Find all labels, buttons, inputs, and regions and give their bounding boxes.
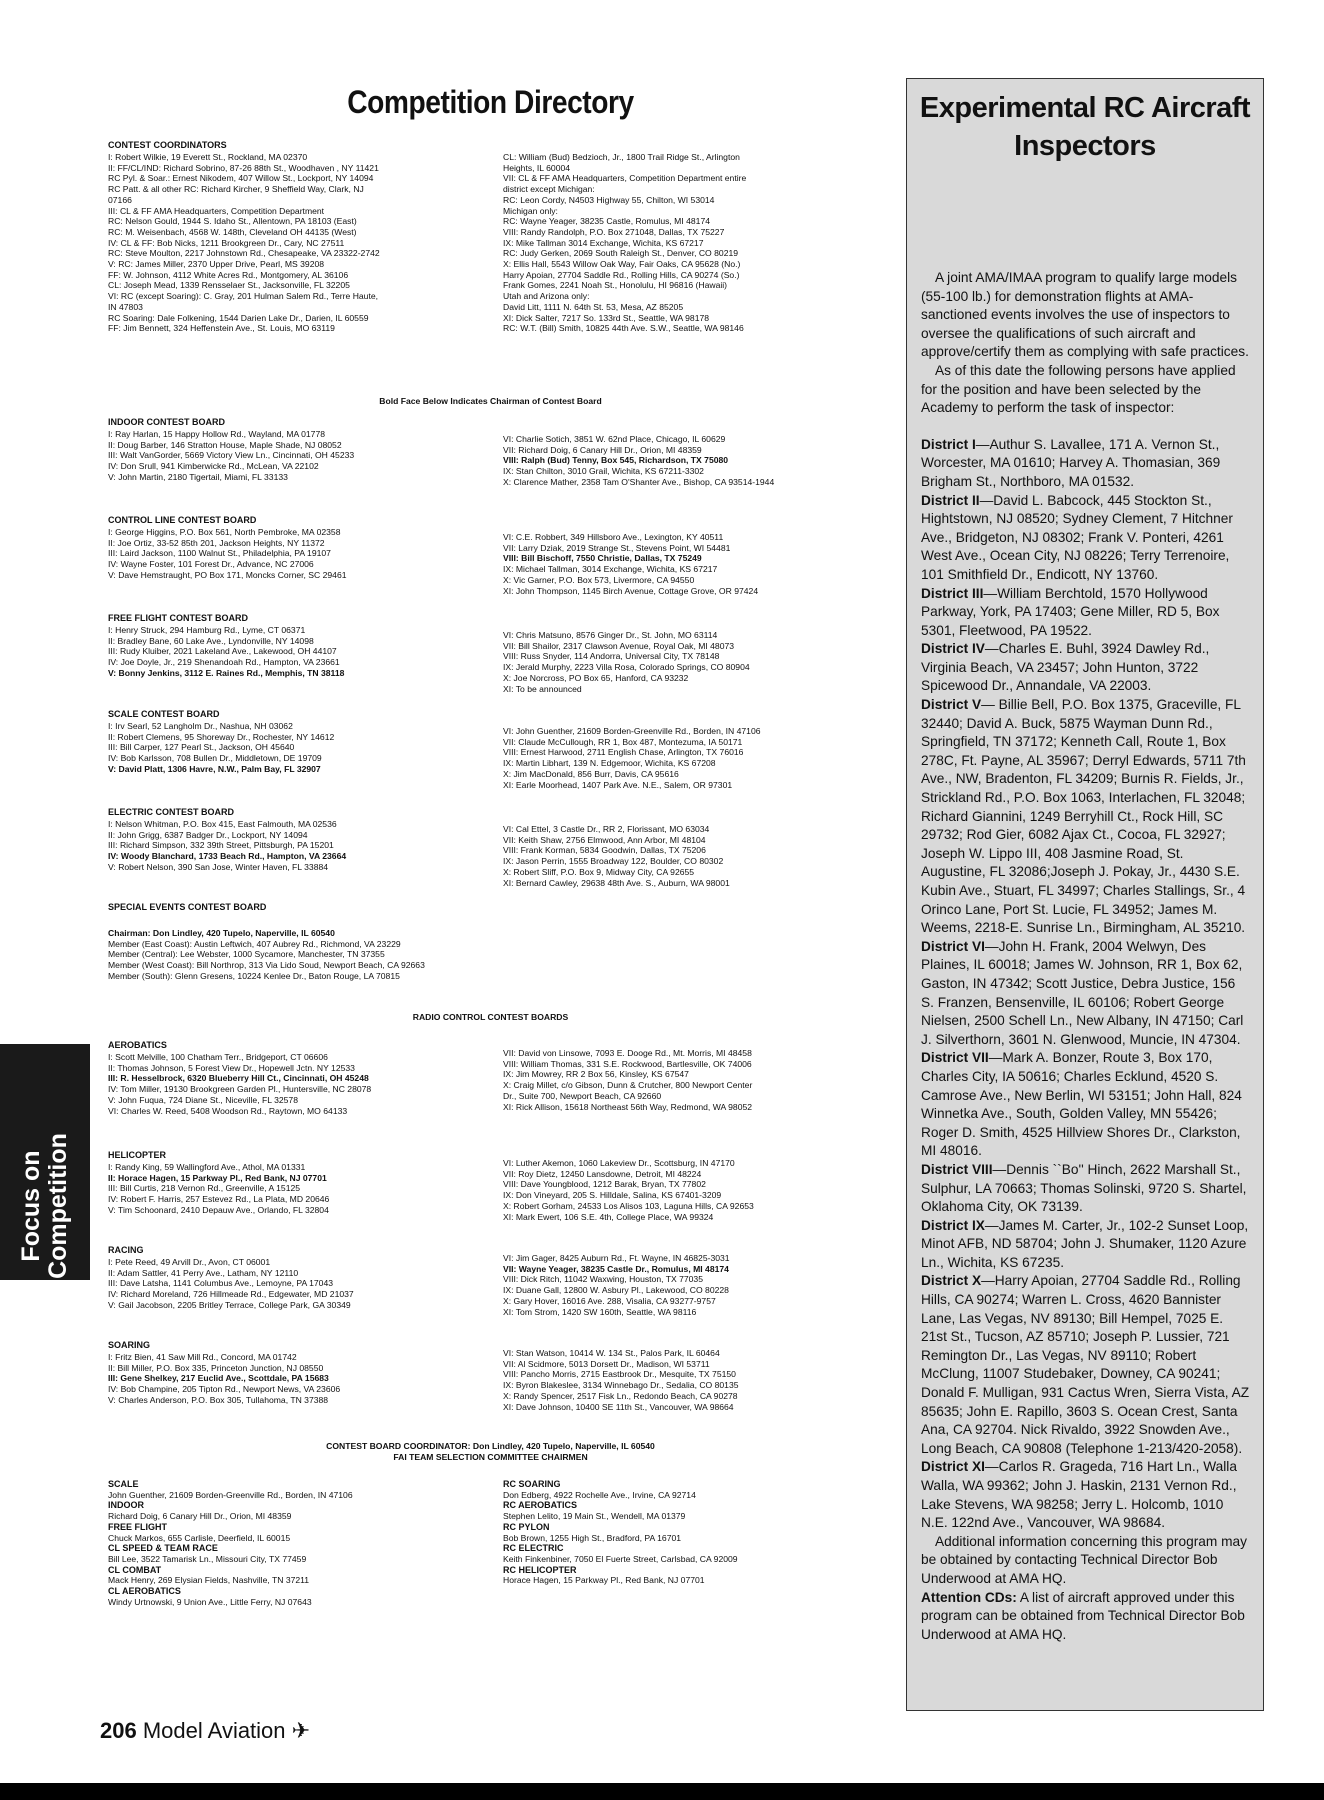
- section-heading: RACING: [108, 1245, 144, 1255]
- listing-line: VI: RC (except Soaring): C. Gray, 201 Hulman Salem Rd., Terre Haute,: [108, 291, 379, 302]
- section-heading: SOARING: [108, 1340, 151, 1350]
- attention-label: Attention CDs:: [921, 1589, 1017, 1605]
- fai-category: CL SPEED & TEAM RACE: [108, 1543, 218, 1554]
- fai-chairman: Mack Henry, 269 Elysian Fields, Nashville, TN 37211: [108, 1575, 310, 1586]
- listing-line: IV: Bob Champine, 205 Tipton Rd., Newport News, VA 23606: [108, 1384, 341, 1395]
- district-inspectors: —Harry Apoian, 27704 Saddle Rd., Rolling Hills, CA 90274; Warren L. Cross, 4620 Bannister Lane, Las Vegas, NV 89130; Bill Hempel, 7025 E. 21st St., Tucson, AZ 85710; Joseph P. Lussier, 721 Remington Dr., Las Vegas, NV 89110; Robert McClung, 11007 Studebaker, Downey, CA 90241; Donald F. Mulligan, 931 Cactus Wren, Sierra Vista, AZ 85635; John E. Rapillo, 3603 S. Ocean Crest, Santa Ana, CA 92704. Nick Rivaldo, 3922 Snowden Ave., Long Beach, CA 90808 (Telephone 1-213/420-2058).: [921, 1273, 1250, 1456]
- page-title: Competition Directory: [347, 84, 634, 120]
- page-number: 206: [100, 1718, 137, 1743]
- section-tab-label: [18, 1088, 72, 1324]
- listing-line: XI: Mark Ewert, 106 S.E. 4th, College Place, WA 99324: [503, 1211, 714, 1222]
- district-label: District IX: [921, 1217, 985, 1233]
- section-heading: INDOOR CONTEST BOARD: [108, 417, 225, 427]
- fai-category: RC SOARING: [503, 1479, 561, 1489]
- centered-heading: Bold Face Below Indicates Chairman of Contest Board: [379, 396, 602, 406]
- listing-line: V: Bonny Jenkins, 3112 E. Raines Rd., Memphis, TN 38118: [108, 667, 345, 678]
- listing-line: V: David Platt, 1306 Havre, N.W., Palm Bay, FL 32907: [108, 763, 321, 774]
- listing-line: X: Ellis Hall, 5543 Willow Oak Way, Fair Oaks, CA 95628 (No.): [503, 259, 741, 270]
- listing-line: VII: Roy Dietz, 12450 Lansdowne, Detroit, MI 48224: [503, 1168, 702, 1179]
- section-heading: ELECTRIC CONTEST BOARD: [108, 807, 234, 817]
- listing-line: FF: W. Johnson, 4112 White Acres Rd., Montgomery, AL 36106: [108, 269, 349, 280]
- listing-line: X: Vic Garner, P.O. Box 573, Livermore, CA 94550: [503, 574, 695, 585]
- section-heading: CONTROL LINE CONTEST BOARD: [108, 515, 257, 525]
- listing-line: Utah and Arizona only:: [503, 291, 590, 302]
- listing-line: VI: John Guenther, 21609 Borden-Greenville Rd., Borden, IN 47106: [503, 726, 761, 736]
- listing-line: XI: Bernard Cawley, 29638 48th Ave. S., Auburn, WA 98001: [503, 877, 730, 888]
- fai-chairman: Richard Doig, 6 Canary Hill Dr., Orion, MI 48359: [108, 1511, 292, 1522]
- listing-line: I: Henry Struck, 294 Hamburg Rd., Lyme, CT 06371: [108, 625, 306, 635]
- section-tab-line-2: Competition: [44, 1133, 72, 1279]
- listing-line: Frank Gomes, 2241 Noah St., Honolulu, HI 96816 (Hawaii): [503, 280, 728, 291]
- listing-line: VIII: Russ Snyder, 114 Andorra, Universal City, TX 78148: [503, 651, 720, 662]
- district-label: District III: [921, 585, 984, 601]
- listing-line: V: Tim Schoonard, 2410 Depauw Ave., Orlando, FL 32804: [108, 1204, 329, 1215]
- fai-chairman: John Guenther, 21609 Borden-Greenville Rd., Borden, IN 47106: [108, 1489, 353, 1500]
- listing-line: VI: Charlie Sotich, 3851 W. 62nd Place, Chicago, IL 60629: [503, 434, 726, 444]
- listing-line: III: Bill Curtis, 218 Vernon Rd., Greenville, A 15125: [108, 1183, 301, 1194]
- listing-line: VII: Bill Shailor, 2317 Clawson Avenue, Royal Oak, MI 48073: [503, 640, 735, 651]
- district-entry: [921, 696, 1251, 938]
- listing-line: IX: Michael Tallman, 3014 Exchange, Wichita, KS 67217: [503, 564, 718, 575]
- district-inspectors: —David L. Babcock, 445 Stockton St., Hightstown, NJ 08520; Sydney Clement, 7 Hitchner Ave., Bridgeton, NJ 08302; Frank V. Ponteri, 4261 West Ave., Ocean City, NJ 08226; Terry Terrenoire, 101 Smithfield Dr., Endicott, NY 13760.: [921, 492, 1233, 582]
- centered-heading: RADIO CONTROL CONTEST BOARDS: [412, 1012, 569, 1022]
- listing-line: X: Robert Sliff, P.O. Box 9, Midway City, CA 92655: [503, 866, 695, 877]
- listing-line: VI: Stan Watson, 10414 W. 134 St., Palos Park, IL 60464: [503, 1348, 720, 1358]
- listing-line: IX: Jason Perrin, 1555 Broadway 122, Boulder, CO 80302: [503, 856, 724, 867]
- listing-line: IX: Duane Gall, 12800 W. Asbury Pl., Lakewood, CO 80228: [503, 1285, 729, 1296]
- listing-line: IV: Wayne Foster, 101 Forest Dr., Advance, NC 27006: [108, 559, 314, 570]
- listing-line: V: John Fuqua, 724 Diane St., Niceville, FL 32578: [108, 1094, 298, 1105]
- listing-line: II: FF/CL/IND: Richard Sobrino, 87-26 88th St., Woodhaven , NY 11421: [108, 162, 379, 173]
- listing-line: XI: Rick Allison, 15618 Northeast 56th Way, Redmond, WA 98052: [503, 1101, 753, 1112]
- listing-line: RC: Nelson Gould, 1944 S. Idaho St., Allentown, PA 18103 (East): [108, 216, 357, 227]
- listing-line: Heights, IL 60004: [503, 162, 571, 173]
- listing-line: III: Richard Simpson, 332 39th Street, Pittsburgh, PA 15201: [108, 840, 334, 851]
- district-entry: [921, 492, 1251, 585]
- listing-line: IV: Don Srull, 941 Kimberwicke Rd., McLean, VA 22102: [108, 461, 319, 472]
- listing-line: III: Bill Carper, 127 Pearl St., Jackson, OH 45640: [108, 742, 295, 753]
- listing-line: Harry Apoian, 27704 Saddle Rd., Rolling Hills, CA 90274 (So.): [503, 269, 740, 280]
- listing-line: VIII: William Thomas, 331 S.E. Rockwood, Bartlesville, OK 74006: [503, 1058, 752, 1069]
- listing-line: I: George Higgins, P.O. Box 561, North Pembroke, MA 02358: [108, 527, 341, 537]
- listing-column: [503, 824, 730, 888]
- fai-chairman: Horace Hagen, 15 Parkway Pl., Red Bank, NJ 07701: [503, 1575, 705, 1586]
- listing-line: X: Joe Norcross, PO Box 65, Hanford, CA 93232: [503, 672, 689, 683]
- listing-line: I: Scott Melville, 100 Chatham Terr., Bridgeport, CT 06606: [108, 1052, 328, 1062]
- magazine-name: Model Aviation: [142, 1718, 286, 1743]
- listing-column: [108, 1052, 371, 1116]
- listing-line: district except Michigan:: [503, 184, 595, 195]
- listing-line: XI: John Thompson, 1145 Birch Avenue, Cottage Grove, OR 97424: [503, 585, 759, 596]
- listing-column: [108, 429, 354, 483]
- fai-chairman: Windy Urtnowski, 9 Union Ave., Little Ferry, NJ 07643: [108, 1596, 312, 1607]
- listing-line: X: Jim MacDonald, 856 Burr, Davis, CA 95616: [503, 768, 679, 779]
- section-heading: HELICOPTER: [108, 1150, 167, 1160]
- listing-column: [108, 152, 380, 334]
- district-label: District X: [921, 1273, 982, 1289]
- listing-line: II: Joe Ortiz, 33-52 85th 201, Jackson Heights, NY 11372: [108, 537, 325, 548]
- listing-line: I: Pete Reed, 49 Arvill Dr., Avon, CT 06001: [108, 1257, 271, 1267]
- listing-line: III: Rudy Kluiber, 2021 Lakeland Ave., Lakewood, OH 44107: [108, 646, 337, 657]
- listing-line: RC: Leon Cordy, N4503 Highway 55, Chilton, WI 53014: [503, 194, 715, 205]
- district-label: District I: [921, 436, 976, 452]
- listing-line: Member (West Coast): Bill Northrop, 313 Via Lido Soud, Newport Beach, CA 92663: [108, 960, 425, 971]
- listing-column: [503, 1158, 754, 1222]
- listing-line: IV: Woody Blanchard, 1733 Beach Rd., Hampton, VA 23664: [108, 851, 347, 862]
- listing-line: RC: Wayne Yeager, 38235 Castle, Romulus, MI 48174: [503, 216, 711, 227]
- listing-line: IX: Jim Mowrey, RR 2 Box 56, Kinsley, KS 67547: [503, 1069, 689, 1080]
- sidebar-title-line-2: Inspectors: [1014, 130, 1156, 162]
- fai-category: RC AEROBATICS: [503, 1500, 577, 1511]
- section-heading: CONTEST COORDINATORS: [108, 140, 227, 150]
- district-entry: [921, 1049, 1251, 1161]
- listing-line: II: Doug Barber, 146 Stratton House, Maple Shade, NJ 08052: [108, 439, 342, 450]
- listing-line: I: Fritz Bien, 41 Saw Mill Rd., Concord, MA 01742: [108, 1352, 297, 1362]
- listing-line: VIII: Pancho Morris, 2715 Eastbrook Dr., Mesquite, TX 75150: [503, 1369, 736, 1380]
- listing-line: IN 47803: [108, 301, 143, 312]
- listing-line: Chairman: Don Lindley, 420 Tupelo, Naperville, IL 60540: [108, 928, 335, 938]
- listing-line: RC Patt. & all other RC: Richard Kircher, 9 Sheffield Way, Clark, NJ: [108, 184, 364, 195]
- centered-heading: CONTEST BOARD COORDINATOR: Don Lindley, 420 Tupelo, Naperville, IL 60540: [326, 1441, 655, 1451]
- listing-line: Member (South): Glenn Gresens, 10224 Kenlee Dr., Baton Rouge, LA 70815: [108, 970, 400, 981]
- district-label: District VI: [921, 938, 985, 954]
- listing-line: VIII: Randy Randolph, P.O. Box 271048, Dallas, TX 75227: [503, 226, 725, 237]
- listing-line: RC: W.T. (Bill) Smith, 10825 44th Ave. S.W., Seattle, WA 98146: [503, 323, 744, 334]
- fai-category: INDOOR: [108, 1500, 144, 1511]
- district-inspectors: — Billie Bell, P.O. Box 1375, Graceville, FL 32440; David A. Buck, 5875 Wayman Dunn Rd., Springfield, TN 37172; Kenneth Call, Route 1, Box 278C, Ft. Payne, AL 35967; Derryl Edwards, 5711 7th Ave., NW, Bradenton, FL 34209; Burnis R. Fields, Jr., Strickland Rd., P.O. Box 1063, Interlachen, FL 32048; Richard Giannini, 1249 Berryhill Ct., Rock Hill, SC 29732; Rod Gier, 6082 Ajax Ct., Cocoa, FL 32927; Joseph W. Lippo III, 408 Jasmine Road, St. Augustine, FL 32086;Joseph J. Pokay, Jr., 4430 S.E. Kubin Ave., Stuart, FL 34997; Charles Stallings, Sr., 4 Orinco Lane, Port St. Lucie, FL 34952; James M. Weems, 2218-E. Sunrise Ln., Birmingham, AL 35210.: [921, 697, 1246, 936]
- district-inspectors: —James M. Carter, Jr., 102-2 Sunset Loop, Minot AFB, ND 58704; John J. Shumaker, 1120 Azure Ln., Wichita, KS 67235.: [921, 1217, 1249, 1270]
- district-entry: [921, 1161, 1251, 1217]
- airplane-icon: ✈: [291, 1718, 311, 1743]
- listing-line: IV: CL & FF: Bob Nicks, 1211 Brookgreen Dr., Cary, NC 27511: [108, 237, 345, 248]
- district-inspectors: —Charles E. Buhl, 3924 Dawley Rd., Virginia Beach, VA 23457; John Hunton, 3722 Spicewood Dr., Annandale, VA 22003.: [921, 641, 1210, 694]
- listing-line: RC: Judy Gerken, 2069 South Raleigh St., Denver, CO 80219: [503, 248, 739, 259]
- district-inspectors: —Authur S. Lavallee, 171 A. Vernon St., Worcester, MA 01610; Harvey A. Thomasian, 369 Brigham St., Northboro, MA 01532.: [921, 436, 1221, 489]
- fai-category: CL COMBAT: [108, 1564, 162, 1575]
- listing-line: VII: CL & FF AMA Headquarters, Competition Department entire: [503, 173, 747, 184]
- listing-line: VI: Chris Matsuno, 8576 Ginger Dr., St. John, MO 63114: [503, 630, 718, 640]
- fai-chairman: Bill Lee, 3522 Tamarisk Ln., Missouri City, TX 77459: [108, 1553, 307, 1564]
- fai-category: RC PYLON: [503, 1521, 550, 1532]
- listing-line: VIII: Dave Youngblood, 1212 Barak, Bryan, TX 77802: [503, 1179, 706, 1190]
- fai-chairman: Stephen Lelito, 19 Main St., Wendell, MA 01379: [503, 1511, 686, 1522]
- listing-line: X: Robert Gorham, 24533 Los Alisos 103, Laguna Hills, CA 92653: [503, 1200, 754, 1211]
- listing-line: XI: Dick Salter, 7217 So. 133rd St., Seattle, WA 98178: [503, 312, 710, 323]
- listing-column: [503, 434, 774, 488]
- listing-line: V: John Martin, 2180 Tigertail, Miami, FL 33133: [108, 471, 288, 482]
- listing-line: VII: Richard Doig, 6 Canary Hill Dr., Orion, MI 48359: [503, 444, 702, 455]
- listing-line: V: Robert Nelson, 390 San Jose, Winter Haven, FL 33884: [108, 861, 329, 872]
- listing-line: II: Bradley Bane, 60 Lake Ave., Lyndonville, NY 14098: [108, 635, 314, 646]
- listing-line: III: Gene Shelkey, 217 Euclid Ave., Scottdale, PA 15683: [108, 1373, 329, 1384]
- listing-line: RC: Steve Moulton, 2217 Johnstown Rd., Chesapeake, VA 23322-2742: [108, 248, 380, 259]
- listing-line: III: Walt VanGorder, 5669 Victory View Ln., Cincinnati, OH 45233: [108, 450, 355, 461]
- listing-line: V: Dave Hemstraught, PO Box 171, Moncks Corner, SC 29461: [108, 569, 347, 580]
- fai-category: CL AEROBATICS: [108, 1586, 181, 1597]
- fai-chairman: Don Edberg, 4922 Rochelle Ave., Irvine, CA 92714: [503, 1489, 696, 1500]
- listing-line: V: RC: James Miller, 2370 Upper Drive, Pearl, MS 39208: [108, 259, 325, 270]
- listing-line: Dr., Suite 700, Newport Beach, CA 92660: [503, 1090, 662, 1101]
- fai-column: [503, 1479, 738, 1586]
- listing-column: [108, 1352, 340, 1406]
- listing-line: IV: Joe Doyle, Jr., 219 Shenandoah Rd., Hampton, VA 23661: [108, 657, 340, 668]
- listing-line: VII: Claude McCullough, RR 1, Box 487, Montezuma, IA 50171: [503, 736, 743, 747]
- listing-line: XI: Tom Strom, 1420 SW 160th, Seattle, WA 98116: [503, 1306, 697, 1317]
- listing-column: [503, 630, 750, 694]
- listing-line: IV: Robert F. Harris, 257 Estevez Rd., La Plata, MD 20646: [108, 1194, 330, 1205]
- listing-line: IX: Jerald Murphy, 2223 Villa Rosa, Colorado Springs, CO 80904: [503, 662, 750, 673]
- listing-line: IX: Don Vineyard, 205 S. Hilldale, Salina, KS 67401-3209: [503, 1190, 722, 1201]
- listing-column: [503, 726, 761, 790]
- listing-line: II: John Grigg, 6387 Badger Dr., Lockport, NY 14094: [108, 829, 308, 840]
- sidebar-outro: Additional information concerning this program may be obtained by contacting Technical Director Bob Underwood at AMA HQ.: [921, 1533, 1247, 1586]
- listing-line: David Litt, 1111 N. 64th St. 53, Mesa, AZ 85205: [503, 301, 684, 312]
- district-label: District VIII: [921, 1161, 993, 1177]
- district-label: District V: [921, 697, 982, 713]
- listing-line: III: R. Hesselbrock, 6320 Blueberry Hill Ct., Cincinnati, OH 45248: [108, 1073, 369, 1084]
- fai-category: FREE FLIGHT: [108, 1521, 167, 1532]
- listing-line: VII: David von Linsowe, 7093 E. Dooge Rd., Mt. Morris, MI 48458: [503, 1048, 752, 1058]
- listing-line: VII: Wayne Yeager, 38235 Castle Dr., Romulus, MI 48174: [503, 1263, 729, 1274]
- listing-column: [503, 1253, 730, 1317]
- listing-line: VII: Keith Shaw, 2756 Elmwood, Ann Arbor, MI 48104: [503, 834, 706, 845]
- listing-line: I: Robert Wilkie, 19 Everett St., Rockland, MA 02370: [108, 152, 308, 162]
- listing-line: II: Thomas Johnson, 5 Forest View Dr., Hopewell Jctn. NY 12533: [108, 1062, 355, 1073]
- listing-line: VI: Jim Gager, 8425 Auburn Rd., Ft. Wayne, IN 46825-3031: [503, 1253, 730, 1263]
- listing-line: Member (East Coast): Austin Leftwich, 407 Aubrey Rd., Richmond, VA 23229: [108, 938, 401, 949]
- district-entry: [921, 436, 1251, 492]
- district-entry: [921, 640, 1251, 696]
- page-footer: [100, 1718, 310, 1744]
- fai-column: [108, 1479, 353, 1607]
- listing-line: III: Dave Latsha, 1141 Columbus Ave., Lemoyne, PA 17043: [108, 1278, 334, 1289]
- attention-text: A list of aircraft approved under this program can be obtained from Technical Director Bob Underwood at AMA HQ.: [921, 1589, 1245, 1642]
- listing-line: II: Robert Clemens, 95 Shoreway Dr., Rochester, NY 14612: [108, 731, 335, 742]
- sidebar-intro: A joint AMA/IMAA program to qualify large models (55-100 lb.) for demonstration flights at AMA-sanctioned events involves the use of inspectors to oversee the qualifications of such aircraft and approve/certify them as complying with safe practices.: [921, 270, 1249, 360]
- section-heading: FREE FLIGHT CONTEST BOARD: [108, 613, 248, 623]
- listing-line: XI: To be announced: [503, 683, 582, 694]
- listing-column: [503, 1348, 739, 1412]
- listing-column: [503, 532, 758, 596]
- district-entry: [921, 1217, 1251, 1273]
- fai-chairman: Chuck Markos, 655 Carlisle, Deerfield, IL 60015: [108, 1532, 291, 1543]
- listing-line: RC: M. Weisenbach, 4568 W. 148th, Cleveland OH 44135 (West): [108, 226, 357, 237]
- listing-line: VIII: Frank Korman, 5834 Goodwin, Dallas, TX 75206: [503, 845, 706, 856]
- listing-line: VIII: Ernest Harwood, 2711 English Chase, Arlington, TX 76016: [503, 747, 744, 758]
- listing-line: IX: Stan Chilton, 3010 Grail, Wichita, KS 67211-3302: [503, 466, 704, 477]
- listing-line: X: Randy Spencer, 2517 Fisk Ln., Redondo Beach, CA 90278: [503, 1390, 738, 1401]
- listing-line: IV: Richard Moreland, 726 Hillmeade Rd., Edgewater, MD 21037: [108, 1289, 354, 1300]
- listing-line: 07166: [108, 194, 132, 205]
- listing-column: [108, 1162, 329, 1216]
- district-label: District II: [921, 492, 980, 508]
- listing-line: X: Gary Hover, 16016 Ave. 288, Visalia, CA 93277-9757: [503, 1295, 716, 1306]
- district-label: District IV: [921, 641, 985, 657]
- section-heading: AEROBATICS: [108, 1040, 167, 1050]
- listing-column: [503, 152, 746, 334]
- listing-line: VIII: Ralph (Bud) Tenny, Box 545, Richardson, TX 75080: [503, 455, 729, 466]
- fai-category: SCALE: [108, 1479, 139, 1489]
- listing-line: VIII: Dick Ritch, 11042 Waxwing, Houston, TX 77035: [503, 1274, 703, 1285]
- listing-line: IV: Bob Karlsson, 708 Bullen Dr., Middletown, DE 19709: [108, 753, 322, 764]
- listing-line: III: CL & FF AMA Headquarters, Competition Department: [108, 205, 325, 216]
- listing-column: [108, 527, 347, 581]
- listing-line: IX: Mike Tallman 3014 Exchange, Wichita, KS 67217: [503, 237, 704, 248]
- centered-heading: FAI TEAM SELECTION COMMITTEE CHAIRMEN: [393, 1452, 588, 1462]
- sidebar-title-line-1: Experimental RC Aircraft: [919, 92, 1251, 124]
- listing-line: IX: Martin Libhart, 139 N. Edgemoor, Wichita, KS 67208: [503, 758, 716, 769]
- fai-category: RC ELECTRIC: [503, 1543, 564, 1554]
- sidebar-body: [921, 269, 1251, 1644]
- listing-line: I: Nelson Whitman, P.O. Box 415, East Falmouth, MA 02536: [108, 819, 337, 829]
- listing-line: V: Charles Anderson, P.O. Box 305, Tullahoma, TN 37388: [108, 1394, 329, 1405]
- listing-line: Michigan only:: [503, 205, 558, 216]
- section-tab-line-1: Focus on: [17, 1150, 45, 1262]
- section-heading: SCALE CONTEST BOARD: [108, 709, 220, 719]
- sidebar-intro-2: As of this date the following persons have applied for the position and have been selected by the Academy to perform the task of inspector:: [921, 362, 1236, 416]
- listing-line: X: Craig Millet, c/o Gibson, Dunn & Crutcher, 800 Newport Center: [503, 1080, 753, 1091]
- listing-line: II: Adam Sattler, 41 Perry Ave., Latham, NY 12110: [108, 1267, 299, 1278]
- listing-line: VII: Al Scidmore, 5013 Dorsett Dr., Madison, WI 53711: [503, 1358, 710, 1369]
- district-inspectors: —William Berchtold, 1570 Hollywood Parkway, York, PA 17403; Gene Miller, RD 5, Box 5301, Fleetwood, PA 19522.: [921, 585, 1220, 638]
- listing-line: VIII: Bill Bischoff, 7550 Christie, Dallas, TX 75249: [503, 553, 702, 564]
- listing-line: VI: Charles W. Reed, 5408 Woodson Rd., Raytown, MO 64133: [108, 1105, 348, 1116]
- listing-line: II: Bill Miller, P.O. Box 335, Princeton Junction, NJ 08550: [108, 1362, 324, 1373]
- bottom-bar: [0, 1783, 1324, 1800]
- fai-chairman: Keith Finkenbiner, 7050 El Fuerte Street, Carlsbad, CA 92009: [503, 1553, 738, 1564]
- district-inspectors: —Carlos R. Grageda, 716 Hart Ln., Walla Walla, WA 99362; John J. Haskin, 2131 Vernon Rd., Lake Stevens, WA 98258; Jerry L. Holcomb, 1010 N.E. 122nd Ave., Vancouver, WA 98684.: [921, 1459, 1237, 1531]
- listing-column: [108, 625, 344, 679]
- district-entry: [921, 1458, 1251, 1532]
- listing-line: I: Irv Searl, 52 Langholm Dr., Nashua, NH 03062: [108, 721, 293, 731]
- listing-line: I: Randy King, 59 Wallingford Ave., Athol, MA 01331: [108, 1162, 306, 1172]
- listing-line: RC Soaring: Dale Folkening, 1544 Darien Lake Dr., Darien, IL 60559: [108, 312, 369, 323]
- listing-column: [108, 1257, 354, 1311]
- district-list: [921, 436, 1251, 1533]
- listing-line: X: Clarence Mather, 2358 Tam O'Shanter Ave., Bishop, CA 93514-1944: [503, 476, 775, 487]
- section-tab: [0, 1044, 90, 1280]
- listing-line: II: Horace Hagen, 15 Parkway Pl., Red Bank, NJ 07701: [108, 1172, 327, 1183]
- district-inspectors: —John H. Frank, 2004 Welwyn, Des Plaines, IL 60018; James W. Johnson, RR 1, Box 62, Gaston, IN 47342; Scott Justice, Debra Justice, 156 S. Franzen, Bensenville, IL 60106; Robert George Nielsen, 2500 Schell Ln., New Albany, IN 47150; Carl J. Silverthorn, 3601 N. Glenwood, Muncie, IN 47304.: [921, 938, 1244, 1047]
- listing-line: XI: Earle Moorhead, 1407 Park Ave. N.E., Salem, OR 97301: [503, 779, 733, 790]
- listing-line: Member (Central): Lee Webster, 1000 Sycamore, Manchester, TN 37355: [108, 949, 385, 960]
- listing-line: VI: C.E. Robbert, 349 Hillsboro Ave., Lexington, KY 40511: [503, 532, 724, 542]
- fai-category: RC HELICOPTER: [503, 1564, 577, 1575]
- district-entry: [921, 1272, 1251, 1458]
- district-label: District VII: [921, 1050, 989, 1066]
- listing-line: I: Ray Harlan, 15 Happy Hollow Rd., Wayland, MA 01778: [108, 429, 326, 439]
- district-inspectors: —Mark A. Bonzer, Route 3, Box 170, Charles City, IA 50616; Charles Ecklund, 4520 S. Camrose Ave., New Berlin, WI 53151; John Hall, 824 Winnetka Ave., South, Golden Valley, MN 55426; Roger D. Smith, 4525 Hillview Shores Dr., Clarkston, MI 48016.: [921, 1050, 1242, 1159]
- listing-line: IX: Byron Blakeslee, 3134 Winnebago Dr., Sedalia, CO 80135: [503, 1380, 739, 1391]
- listing-line: VII: Larry Dziak, 2019 Strange St., Stevens Point, WI 54481: [503, 542, 731, 553]
- sidebar-title: [907, 89, 1263, 165]
- inspectors-sidebar: [906, 78, 1264, 1711]
- listing-column: [108, 819, 346, 873]
- listing-line: VI: Cal Ettel, 3 Castle Dr., RR 2, Florissant, MO 63034: [503, 824, 710, 834]
- listing-line: CL: Joseph Mead, 1339 Rensselaer St., Jacksonville, FL 32205: [108, 280, 350, 291]
- listing-line: CL: William (Bud) Bedzioch, Jr., 1800 Trail Ridge St., Arlington: [503, 152, 740, 162]
- district-label: District XI: [921, 1459, 985, 1475]
- listing-column: [108, 721, 334, 775]
- listing-line: RC Pyl. & Soar.: Ernest Nikodem, 407 Willow St., Lockport, NY 14094: [108, 173, 374, 184]
- listing-line: FF: Jim Bennett, 324 Heffenstein Ave., St. Louis, MO 63119: [108, 323, 335, 334]
- listing-line: III: Laird Jackson, 1100 Walnut St., Philadelphia, PA 19107: [108, 548, 331, 559]
- listing-column: [108, 928, 425, 982]
- listing-line: V: Gail Jacobson, 2205 Britley Terrace, College Park, GA 30349: [108, 1299, 351, 1310]
- district-entry: [921, 585, 1251, 641]
- listing-column: [503, 1048, 752, 1112]
- district-inspectors: —Dennis ``Bo'' Hinch, 2622 Marshall St., Sulphur, LA 70663; Thomas Solinski, 9720 S. Shartel, Oklahoma City, OK 73139.: [921, 1161, 1247, 1215]
- section-heading: SPECIAL EVENTS CONTEST BOARD: [108, 902, 267, 912]
- district-entry: [921, 938, 1251, 1050]
- sidebar-attention: [921, 1589, 1251, 1645]
- listing-line: XI: Dave Johnson, 10400 SE 11th St., Vancouver, WA 98664: [503, 1401, 734, 1412]
- fai-chairman: Bob Brown, 1255 High St., Bradford, PA 16701: [503, 1532, 682, 1543]
- listing-line: IV: Tom Miller, 19130 Brookgreen Garden Pl., Huntersville, NC 28078: [108, 1084, 372, 1095]
- listing-line: VI: Luther Akemon, 1060 Lakeview Dr., Scottsburg, IN 47170: [503, 1158, 735, 1168]
